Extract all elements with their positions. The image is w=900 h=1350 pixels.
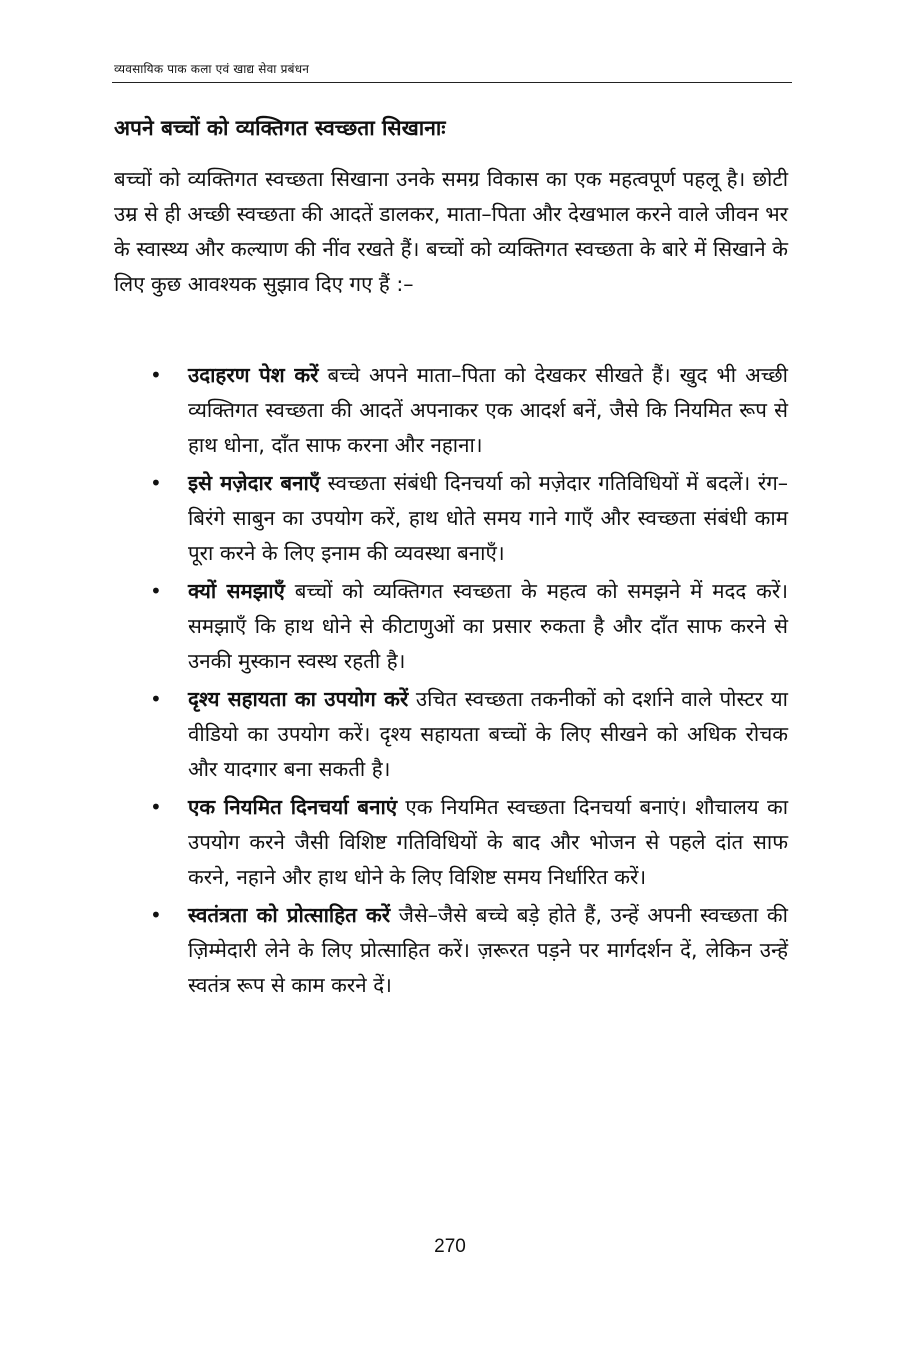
tip-text: एक नियमित स्वच्छता दिनचर्या बनाएं। शौचालय का उपयोग करने जैसी विशिष्ट गतिविधियों के बाद और भोजन से पहले दांत साफ करने, नहाने और हाथ धोने के लिए विशिष्ट समय निर्धारित करें। — [188, 795, 789, 889]
tip-item — [150, 466, 788, 571]
section-heading: अपने बच्चों को व्यक्तिगत स्वच्छता सिखानाः — [114, 116, 446, 140]
bullet-icon: • — [150, 795, 162, 819]
tip-text: बच्चों को व्यक्तिगत स्वच्छता के महत्व को समझने में मदद करें। समझाएँ कि हाथ धोने से कीटाणुओं का प्रसार रुकता है और दाँत साफ करने से उनकी मुस्कान स्वस्थ रहती है। — [188, 579, 788, 673]
tip-title: एक नियमित दिनचर्या बनाएं — [188, 795, 398, 819]
tip-text: उचित स्वच्छता तकनीकों को दर्शाने वाले पोस्टर या वीडियो का उपयोग करें। दृश्य सहायता बच्चों के लिए सीखने को अधिक रोचक और यादगार बना सकती है। — [188, 687, 788, 781]
bullet-icon: • — [150, 471, 162, 495]
header-divider — [112, 82, 792, 83]
tip-item — [150, 898, 788, 1003]
tip-text: स्वच्छता संबंधी दिनचर्या को मज़ेदार गतिविधियों में बदलें। रंग–बिरंगे साबुन का उपयोग करें, हाथ धोते समय गाने गाएँ और स्वच्छता संबंधी काम पूरा करने के लिए इनाम की व्यवस्था बनाएँ। — [188, 471, 789, 565]
running-header: व्यवसायिक पाक कला एवं खाद्य सेवा प्रबंधन — [114, 62, 310, 76]
bullet-icon: • — [150, 579, 162, 603]
tip-title: इसे मज़ेदार बनाएँ — [188, 471, 321, 495]
tip-item — [150, 358, 788, 463]
bullet-icon: • — [150, 687, 162, 711]
tip-item — [150, 682, 788, 787]
tip-item — [150, 574, 788, 679]
tip-title: क्यों समझाएँ — [188, 579, 285, 603]
tips-list — [150, 358, 788, 1006]
bullet-icon: • — [150, 363, 162, 387]
intro-paragraph: बच्चों को व्यक्तिगत स्वच्छता सिखाना उनके समग्र विकास का एक महत्वपूर्ण पहलू है। छोटी उम्र से ही अच्छी स्वच्छता की आदतें डालकर, माता–पिता और देखभाल करने वाले जीवन भर के स्वास्थ्य और कल्याण की नींव रखते हैं। बच्चों को व्यक्तिगत स्वच्छता के बारे में सिखाने के लिए कुछ आवश्यक सुझाव दिए गए हैं :– — [114, 167, 788, 296]
tip-title: स्वतंत्रता को प्रोत्साहित करें — [188, 903, 391, 927]
tip-title: उदाहरण पेश करें — [188, 363, 319, 387]
tip-item — [150, 790, 788, 895]
tip-text: बच्चे अपने माता–पिता को देखकर सीखते हैं। खुद भी अच्छी व्यक्तिगत स्वच्छता की आदतें अपनाकर एक आदर्श बनें, जैसे कि नियमित रूप से हाथ धोना, दाँत साफ करना और नहाना। — [188, 363, 788, 457]
tip-title: दृश्य सहायता का उपयोग करें — [188, 687, 409, 711]
page-number: 270 — [434, 1236, 466, 1257]
tip-text: जैसे–जैसे बच्चे बड़े होते हैं, उन्हें अपनी स्वच्छता की ज़िम्मेदारी लेने के लिए प्रोत्साहित करें। ज़रूरत पड़ने पर मार्गदर्शन दें, लेकिन उन्हें स्वतंत्र रूप से काम करने दें। — [188, 903, 788, 997]
bullet-icon: • — [150, 903, 162, 927]
